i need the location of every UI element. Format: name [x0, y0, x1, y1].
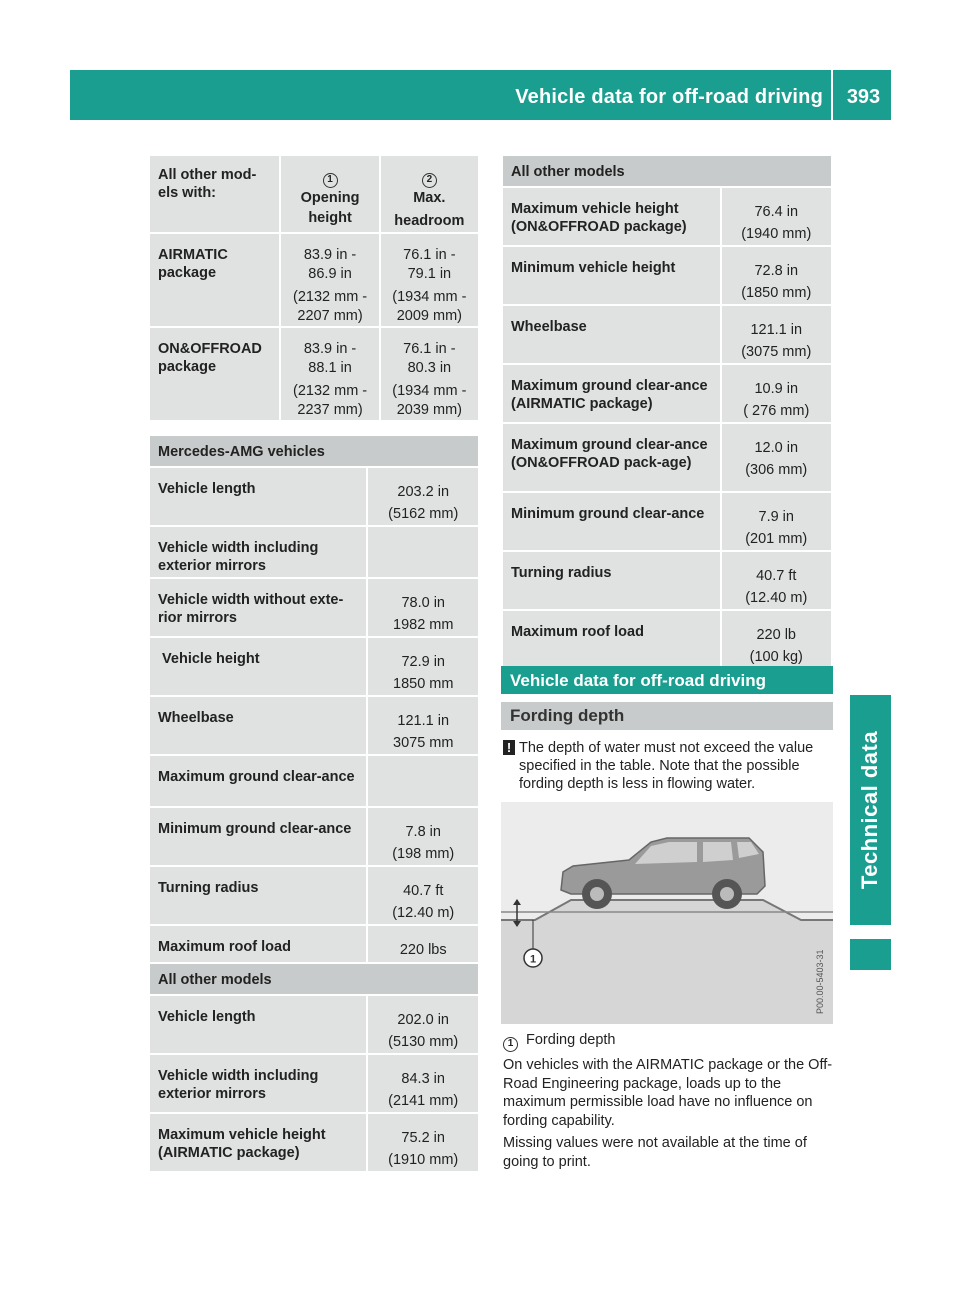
table-row [149, 995, 479, 1054]
row-value [367, 526, 479, 578]
value-line: (5130 mm) [388, 1034, 459, 1050]
header-label: Opening [300, 190, 360, 206]
value-line: (100 kg) [749, 649, 803, 665]
marker-1-icon: 1 [323, 173, 338, 188]
table-row [149, 755, 479, 807]
table-title-row [149, 435, 479, 467]
value-line: 2039 mm) [396, 402, 462, 418]
table-title: Mercedes-AMG vehicles [149, 435, 479, 467]
header-label: height [308, 210, 352, 226]
table-row [149, 1113, 479, 1172]
table-row [149, 807, 479, 866]
value-line: (2141 mm) [388, 1093, 459, 1109]
table-header-cell [380, 155, 479, 233]
value-line: 2207 mm) [297, 308, 363, 324]
value-line: 76.4 in [754, 204, 799, 220]
value-line: (12.40 m) [392, 905, 455, 921]
value-line: (1940 mm) [741, 226, 812, 242]
value-line: 40.7 ft [756, 568, 797, 584]
table-title: All other models [502, 155, 832, 187]
row-value [721, 492, 833, 551]
table-title: All other models [149, 963, 479, 995]
row-label: Turning radius [502, 551, 721, 610]
side-tab-label: Technical data [857, 730, 883, 890]
value-line: (1934 mm - [392, 289, 467, 305]
value-line: 7.8 in [405, 824, 441, 840]
table-row [502, 610, 832, 669]
table-row [149, 526, 479, 578]
subsection-heading: Fording depth [501, 702, 833, 730]
marker-2-icon: 2 [422, 173, 437, 188]
value-line: (306 mm) [745, 462, 808, 478]
row-value [721, 305, 833, 364]
row-value [367, 1054, 479, 1113]
figure-marker: 1 [529, 953, 537, 966]
table-title-row [502, 155, 832, 187]
row-value [367, 807, 479, 866]
row-label: Vehicle width including exterior mirrors [149, 1054, 367, 1113]
marker-1-icon: 1 [503, 1037, 518, 1052]
table-row [502, 492, 832, 551]
table-row [502, 187, 832, 246]
table-header-cell [280, 155, 379, 233]
row-value [721, 551, 833, 610]
value-line: 3075 mm [393, 735, 454, 751]
table-row [502, 364, 832, 423]
table-title-row [149, 963, 479, 995]
row-label: Minimum ground clear-ance [149, 807, 367, 866]
value-line: (1934 mm - [392, 383, 467, 399]
row-value [380, 327, 479, 421]
header-label: All other mod-els with: [158, 167, 257, 201]
value-line: 2237 mm) [297, 402, 363, 418]
table-row [149, 233, 479, 327]
row-label: Vehicle width including exterior mirrors [149, 526, 367, 578]
value-line: 7.9 in [758, 509, 794, 525]
header-label: headroom [394, 213, 465, 229]
row-label: Maximum vehicle height (ON&OFFROAD package) [502, 187, 721, 246]
page-title: Vehicle data for off-road driving [515, 86, 823, 108]
value-line: 202.0 in [397, 1012, 449, 1028]
row-value [721, 364, 833, 423]
row-value [280, 233, 379, 327]
figure-caption [503, 1032, 835, 1052]
other-models-table-right [501, 154, 833, 670]
header-label: Max. [413, 190, 446, 206]
value-line: 84.3 in [401, 1071, 445, 1087]
value-line: 83.9 in - [303, 341, 357, 357]
body-paragraph: On vehicles with the AIRMATIC package or the Off-Road Engineering package, loads up to the maximum permissible load have no influence on fording capability. [503, 1057, 833, 1129]
table-row [149, 467, 479, 526]
side-tab-block [850, 939, 891, 970]
row-label: Maximum ground clear-ance [149, 755, 367, 807]
body-paragraph: Missing values were not available at the time of going to print. [503, 1135, 807, 1170]
value-line: 80.3 in [407, 360, 452, 376]
row-value [721, 610, 833, 669]
warning-note [503, 739, 835, 793]
value-line: (198 mm) [392, 846, 455, 862]
value-line: 203.2 in [397, 484, 450, 500]
table-row [149, 696, 479, 755]
suspension-table [148, 154, 480, 422]
table-row [149, 1054, 479, 1113]
value-line: (1910 mm) [388, 1152, 459, 1168]
value-line: 76.1 in - [403, 341, 456, 357]
value-line: 83.9 in - [303, 247, 357, 263]
value-line: 76.1 in - [403, 247, 456, 263]
row-label: Wheelbase [502, 305, 721, 364]
value-line: 2009 mm) [396, 308, 462, 324]
row-value [380, 233, 479, 327]
header-divider [831, 70, 833, 120]
warning-text: The depth of water must not exceed the value specified in the table. Note that the possible fording depth is less in flowing water. [519, 740, 814, 792]
value-line: 1850 mm [393, 676, 454, 692]
figure-code: P00.00-5403-31 [815, 949, 825, 1014]
table-row [502, 246, 832, 305]
value-line: 10.9 in [754, 381, 799, 397]
value-line: 88.1 in [308, 360, 352, 376]
value-line: 12.0 in [754, 440, 799, 456]
section-heading: Vehicle data for off-road driving [501, 666, 833, 694]
row-value [367, 578, 479, 637]
value-line: (5162 mm) [388, 506, 459, 522]
row-label: Vehicle height [149, 637, 367, 696]
row-label: Maximum ground clear-ance (ON&OFFROAD pack-age) [502, 423, 721, 492]
row-label: Maximum roof load [149, 925, 367, 984]
row-label: Vehicle length [149, 467, 367, 526]
suv-fording-illustration [501, 802, 833, 1024]
row-label: Minimum vehicle height [502, 246, 721, 305]
row-value [367, 696, 479, 755]
row-value [367, 637, 479, 696]
page-number: 393 [846, 86, 881, 108]
row-label: Turning radius [149, 866, 367, 925]
value-line: 121.1 in [750, 322, 803, 338]
value-line: (12.40 m) [745, 590, 808, 606]
table-row [149, 578, 479, 637]
table-row [502, 551, 832, 610]
row-value [367, 467, 479, 526]
row-label: AIRMATIC package [149, 233, 280, 327]
amg-table [148, 434, 480, 985]
row-label: Maximum roof load [502, 610, 721, 669]
value-line: 72.9 in [401, 654, 445, 670]
value-line: (2132 mm - [293, 383, 368, 399]
side-tab-label-wrap [850, 695, 891, 925]
other-models-table-left [148, 962, 480, 1173]
value-line: (201 mm) [745, 531, 808, 547]
value-line: 121.1 in [397, 713, 450, 729]
row-value [367, 1113, 479, 1172]
value-line: (3075 mm) [741, 344, 812, 360]
row-label: Maximum ground clear-ance (AIRMATIC package) [502, 364, 721, 423]
row-value [721, 423, 833, 492]
value-line: 75.2 in [401, 1130, 445, 1146]
value-line: 79.1 in [407, 266, 452, 282]
value-line: (1850 mm) [741, 285, 812, 301]
value-line: 78.0 in [401, 595, 445, 611]
value-line: 220 lb [756, 627, 796, 643]
row-value [367, 755, 479, 807]
row-label: Wheelbase [149, 696, 367, 755]
table-header-row [149, 155, 479, 233]
row-label: Minimum ground clear-ance [502, 492, 721, 551]
row-value [280, 327, 379, 421]
row-label: ON&OFFROAD package [149, 327, 280, 421]
fording-depth-figure [501, 802, 833, 1024]
table-row [149, 637, 479, 696]
value-line: ( 276 mm) [743, 403, 810, 419]
row-label: Vehicle width without exte-rior mirrors [149, 578, 367, 637]
value-line: 86.9 in [308, 266, 352, 282]
table-row [149, 866, 479, 925]
table-row [502, 305, 832, 364]
value-line: 40.7 ft [403, 883, 444, 899]
row-label: Maximum vehicle height (AIRMATIC package) [149, 1113, 367, 1172]
row-value [721, 187, 833, 246]
row-label: Vehicle length [149, 995, 367, 1054]
row-value [721, 246, 833, 305]
value-line: 72.8 in [754, 263, 799, 279]
warning-icon: ! [503, 740, 515, 755]
table-header-cell [149, 155, 280, 233]
caption-text: Fording depth [526, 1032, 616, 1048]
value-line: (2132 mm - [293, 289, 368, 305]
row-value [367, 866, 479, 925]
table-row [149, 327, 479, 421]
value-line: 1982 mm [393, 617, 454, 633]
table-row [502, 423, 832, 492]
row-value [367, 995, 479, 1054]
value-line: 220 lbs [399, 942, 447, 958]
